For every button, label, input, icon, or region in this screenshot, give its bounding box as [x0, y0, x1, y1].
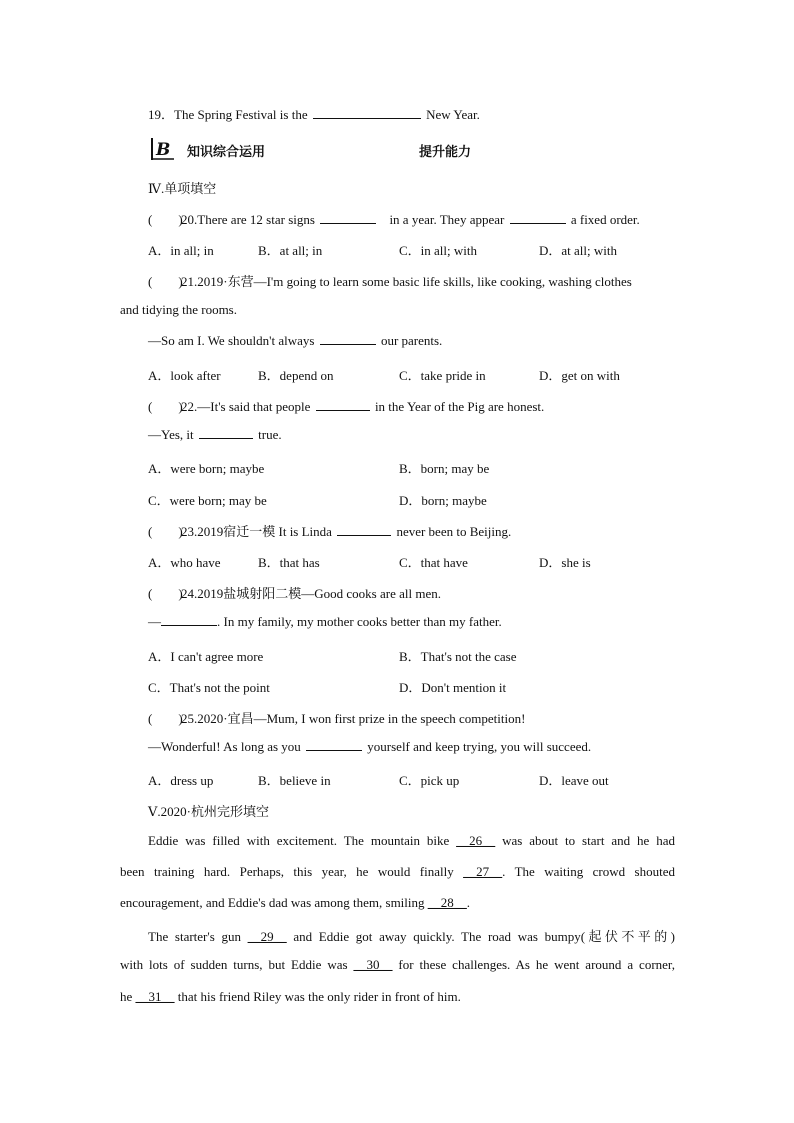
- q22-text-end: in the Year of the Pig are honest.: [374, 399, 545, 414]
- part-5-title: Ⅴ.2020·杭州完形填空: [148, 804, 269, 819]
- reply-text: —Wonderful! As long as you: [148, 739, 301, 754]
- passage-line: [120, 989, 675, 1005]
- answer-blank[interactable]: [510, 212, 566, 224]
- q22-reply: [148, 427, 282, 443]
- option-b[interactable]: B．depend on: [258, 368, 334, 383]
- q24-text: 24.2019盐城射阳二模—Good cooks are all men.: [181, 586, 441, 601]
- q23-text-end: never been to Beijing.: [396, 524, 512, 539]
- question-25: [148, 708, 525, 727]
- option-d[interactable]: D．at all; with: [539, 243, 617, 258]
- q21-reply: [148, 333, 442, 349]
- option-c[interactable]: C．That's not the point: [148, 680, 270, 695]
- passage-line: [120, 895, 675, 911]
- option-b[interactable]: B．believe in: [258, 773, 331, 788]
- passage-line: [120, 957, 675, 973]
- answer-paren[interactable]: ( ): [148, 212, 183, 227]
- option-c[interactable]: C．pick up: [399, 773, 460, 788]
- option-a[interactable]: A．dress up: [148, 773, 214, 788]
- option-d[interactable]: D．leave out: [539, 773, 609, 788]
- question-19: [148, 104, 480, 123]
- reply-text: —So am I. We shouldn't always: [148, 333, 315, 348]
- passage-line: [120, 864, 675, 880]
- question-20: [148, 209, 640, 228]
- section-title: 知识综合运用: [187, 145, 266, 160]
- option-a[interactable]: A．who have: [148, 555, 221, 570]
- cloze-blank-27[interactable]: __27__: [463, 864, 503, 879]
- answer-paren[interactable]: ( ): [148, 586, 183, 601]
- passage-text: . The waiting crowd shouted: [502, 864, 675, 879]
- q21-text: 21.2019·东营—I'm going to learn some basic life skills, like cooking, washing clothes: [181, 274, 632, 289]
- question-23: [148, 521, 511, 540]
- option-a[interactable]: A．I can't agree more: [148, 649, 264, 664]
- option-d[interactable]: D．get on with: [539, 368, 620, 383]
- part-4-title: Ⅳ.单项填空: [148, 181, 217, 196]
- answer-blank[interactable]: [320, 212, 376, 224]
- question-24: [148, 583, 441, 602]
- q25-reply: [148, 739, 591, 755]
- q20-text-mid: in a year. They appear: [389, 212, 505, 227]
- passage-text: with lots of sudden turns, but Eddie was: [120, 957, 354, 972]
- answer-blank[interactable]: [316, 399, 370, 411]
- answer-blank[interactable]: [337, 524, 391, 536]
- section-subtitle: 提升能力: [419, 145, 472, 160]
- cloze-blank-30[interactable]: __30__: [353, 957, 393, 972]
- answer-paren[interactable]: ( ): [148, 274, 183, 289]
- option-c[interactable]: C．take pride in: [399, 368, 486, 383]
- q22-text: 22.—It's said that people: [181, 399, 311, 414]
- reply-text-end: true.: [258, 427, 282, 442]
- option-b[interactable]: B．That's not the case: [399, 649, 517, 664]
- answer-paren[interactable]: ( ): [148, 399, 183, 414]
- reply-dash: —: [148, 614, 161, 629]
- q19-text: 19．The Spring Festival is the: [148, 107, 308, 122]
- cloze-blank-26[interactable]: __26__: [456, 833, 496, 848]
- q21-text-cont: and tidying the rooms.: [120, 302, 237, 317]
- q20-text-end: a fixed order.: [570, 212, 640, 227]
- passage-text: he: [120, 989, 136, 1004]
- option-c[interactable]: C．were born; may be: [148, 493, 267, 508]
- passage-text: encouragement, and Eddie's dad was among them, smiling: [120, 895, 428, 910]
- answer-paren[interactable]: ( ): [148, 711, 183, 726]
- option-a[interactable]: A．in all; in: [148, 243, 214, 258]
- cloze-blank-31[interactable]: __31__: [135, 989, 175, 1004]
- passage-text: been training hard. Perhaps, this year, he would finally: [120, 864, 464, 879]
- passage-text: .: [466, 895, 471, 910]
- option-d[interactable]: D．she is: [539, 555, 591, 570]
- answer-blank[interactable]: [199, 427, 253, 439]
- reply-text-end: yourself and keep trying, you will succeed.: [367, 739, 592, 754]
- svg-text:B: B: [156, 140, 171, 160]
- section-b-header: [150, 138, 480, 160]
- answer-blank[interactable]: [320, 333, 376, 345]
- option-b[interactable]: B．that has: [258, 555, 320, 570]
- passage-text: was about to start and he had: [495, 833, 675, 848]
- option-b[interactable]: B．born; may be: [399, 461, 490, 476]
- passage-text: Eddie was filled with excitement. The mountain bike: [148, 833, 457, 848]
- option-c[interactable]: C．that have: [399, 555, 468, 570]
- q20-text: 20.There are 12 star signs: [181, 212, 315, 227]
- q25-text: 25.2020·宜昌—Mum, I won first prize in the speech competition!: [181, 711, 526, 726]
- passage-text: and Eddie got away quickly. The road was bumpy(起伏不平的): [286, 929, 675, 944]
- q19-text-end: New Year.: [426, 107, 480, 122]
- section-b-icon: [150, 138, 174, 160]
- q23-text: 23.2019宿迁一模 It is Linda: [181, 524, 332, 539]
- answer-blank[interactable]: [161, 614, 217, 626]
- option-b[interactable]: B．at all; in: [258, 243, 323, 258]
- reply-text-end: our parents.: [380, 333, 443, 348]
- option-d[interactable]: D．Don't mention it: [399, 680, 507, 695]
- passage-line: [120, 926, 675, 945]
- reply-text-end: . In my family, my mother cooks better than my father.: [217, 614, 502, 629]
- option-a[interactable]: A．look after: [148, 368, 221, 383]
- q24-reply: [148, 614, 502, 630]
- cloze-blank-28[interactable]: __28__: [427, 895, 467, 910]
- passage-text: that his friend Riley was the only rider in front of him.: [174, 989, 461, 1004]
- option-d[interactable]: D．born; maybe: [399, 493, 487, 508]
- question-22: [148, 396, 544, 415]
- passage-text: The starter's gun: [148, 929, 248, 944]
- answer-paren[interactable]: ( ): [148, 524, 183, 539]
- answer-blank[interactable]: [313, 107, 421, 119]
- reply-text: —Yes, it: [148, 427, 194, 442]
- question-21: [148, 271, 632, 290]
- option-c[interactable]: C．in all; with: [399, 243, 478, 258]
- answer-blank[interactable]: [306, 739, 362, 751]
- passage-line: [120, 833, 675, 849]
- cloze-blank-29[interactable]: __29__: [247, 929, 287, 944]
- passage-text: for these challenges. As he went around a corner,: [392, 957, 675, 972]
- option-a[interactable]: A．were born; maybe: [148, 461, 265, 476]
